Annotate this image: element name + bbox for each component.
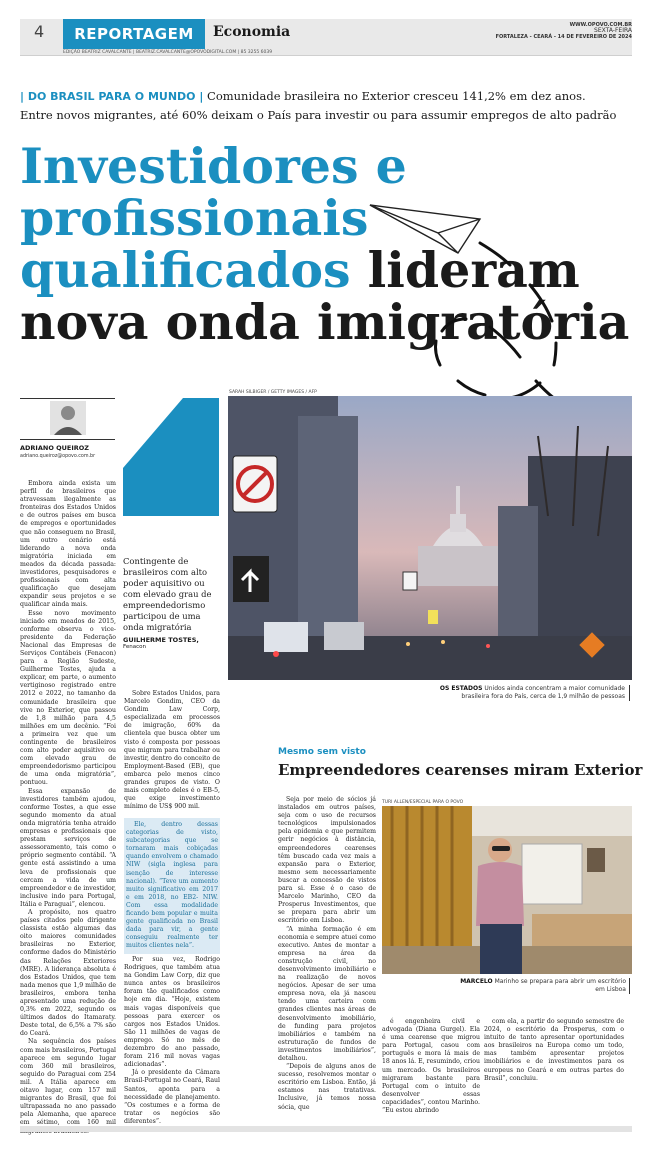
author-photo [20,399,115,435]
sidebar-photo [382,806,632,974]
sidebar-photo-credit: TURI ALLEN/ESPECIAL PARA O POVO [382,800,464,805]
main-photo-caption [420,685,625,701]
sidebar-title: Empreendedores cearenses miram Exterior [278,761,643,779]
paper-plane-icon [370,205,480,253]
pull-quote-attribution: GUILHERME TOSTES, [123,636,199,644]
masthead-info [496,22,632,40]
deck: Entre novos migrantes, até 60% deixam o País para investir ou para assumir empregos de alto padrão [20,108,617,122]
main-photo-caption-text: Unidos ainda concentram a maior comunidade brasileira fora do País, cerca de 1,9 milhão de pessoas [461,685,625,700]
headline-line-1: Investidores e [20,137,407,195]
bottom-bar [20,1126,632,1132]
sidebar-paragraph: Seja por meio de sócios já instalados em outros países, seja com o uso de recursos tecnológicos impulsionados pela epidemia e que permitem gerir negócios à distância, empreendedores cearenses têm buscado cada vez mais a expansão para o Exterior, mesmo sem necessariamente buscar a concessão de vistos para si. Esse é o caso de Marcelo Marinho, CEO da Prosperus Investimentos, que se prepara para abrir um escritório em Lisboa. [278,796,376,925]
weekday: SEXTA-FEIRA [594,27,632,34]
sidebar-photo-caption [450,978,626,994]
subsection-label[interactable]: Economia [213,24,291,40]
place-date: FORTALEZA - CEARÁ - 14 DE FEVEREIRO DE 2024 [495,34,632,40]
sidebar-paragraph: “Depois de alguns anos de sucesso, resolvemos montar o escritório em Lisboa. Então, já estamos nas tratativas. Inclusive, já temos nossa sócia, que [278,1063,376,1111]
kicker-text: Comunidade brasileira no Exterior cresceu 141,2% em dez anos. [207,89,586,103]
sidebar-paragraph: com ela, a partir do segundo semestre de 2024, o escritório da Prosperus, com o intuito de tanto apresentar oportunidades aos brasileiros na Europa como um todo, mas também apresentar projetos imobiliários e de investimentos para os europeus no Ceará e em outras partes do Brasil”, concluiu. [484,1018,624,1082]
main-photo-caption-lead: OS ESTADOS [439,685,483,692]
article-column-2b [124,956,220,1125]
col1-paragraph: A propósito, nos quatro países citados pelo dirigente classista estão algumas das oito maiores comunidades brasileiras no Exterior, conforme dados do Ministério das Relações Exteriores (MRE). A liderança absoluta é dos Estados Unidos, que tem nada menos que 1,9 milhão de brasileiros, embora tenha apresentado uma redução de 0,3% em 2022, segundo os últimos dados do Itamaraty. Deste total, de 6,5% a 7% são do Ceará. [20,908,116,1038]
site-url[interactable]: WWW.OPOVO.COM.BR [569,22,632,28]
pull-quote-org: Fenacon [123,644,146,650]
capitol-street-illustration [228,396,632,680]
headline-line-3-blue: qualificados [20,241,351,299]
author-name: ADRIANO QUEIROZ [20,444,90,452]
highlight-paragraph: Ele, dentro dessas categorias de visto, subcategorias que se tornaram mais cobiçadas quando envolvem o chamado NIW (sigla inglesa para isenção de interesse nacional). “Teve um aumento muito significativo em 2017 e em 2018, no EB2- NIW. Com essa modalidade ficando bem popular e muita gente qualificada no Brasil dada para vir, a gente conseguiu realmente ter muitos clientes nela”. [126,821,218,950]
author-block [20,398,115,459]
headline-line-3-black: lideram [350,241,580,299]
pull-quote [123,556,223,650]
caption-rule [629,685,630,701]
page-number: 4 [34,22,45,41]
col1-paragraph: Embora ainda exista um perfil de brasileiros que atravessam ilegalmente as fronteiras dos Estados Unidos e de outros países em busca de empregos e oportunidades que não conseguem no Brasil, um outro cenário está liderando a nova onda migratória iniciada em meados da década passada: investidores, pesquisadores e profissionais com alta qualificação que desejam expandir seus projetos e se qualificar ainda mais. [20,480,116,609]
main-photo [228,396,632,680]
sidebar-column-a [278,796,376,1126]
article-column-1 [20,480,116,1127]
section-label[interactable]: REPORTAGEM [63,19,205,49]
author-email[interactable]: adriano.queiroz@opovo.com.br [20,454,96,459]
edition-line: EDIÇÃO BEATRIZ CAVALCANTE | BEATRIZ.CAVALCANTE@OPOVODIGITAL.COM | 85 3255 6039 [63,50,273,55]
office-portrait-illustration [382,806,632,974]
kicker-tag: | DO BRASIL PARA O MUNDO | [20,90,204,103]
headline-line-2: profissionais [20,189,369,247]
highlight-box [124,818,220,954]
sidebar-paragraph: é engenheira civil e advogada (Diana Gurgel). Ela é uma cearense que migrou para Portugal, casou com português e mora lá mais de 18 anos lá. E, resumindo, criou um mercado. Os brasileiros migraram bastante para Portugal com o intuito de desenvolver essas capacidades”, contou Marinho. “Eu estou abrindo [382,1018,480,1115]
sidebar-caption-lead: MARCELO [460,978,493,985]
col1-paragraph: Esse novo movimento iniciado em meados de 2015, conforme observa o vice-presidente da Federação Nacional das Empresas de Serviços Contábeis (Fenacon) para a Região Sudeste, Guilherme Tostes, ajuda a explicar, em parte, o aumento vertiginoso registrado entre 2012 e 2022, no tamanho da comunidade brasileira que vive no Exterior, que passou de 1,8 milhão para 4,5 milhões em um decênio. “Foi a primeira vez que um contingente de brasileiros com alto poder aquisitivo ou com elevado grau de empreendedorismo participou de uma onda migratória”, pontuou. [20,609,116,787]
col1-paragraph: Essa expansão de investidores também ajudou, conforme Tostes, a que esse segundo momento da atual onda migratória tenha atraído empresas e profissionais que prestam serviços de assessoramento, tais como o próprio segmento contábil. “A gente está assistindo a uma leva de profissionais que cercam a vida de um empreendedor e de investidor, inclusive indo para Portugal, Itália e Paraguai”, elencou. [20,787,116,908]
quote-mark-icon [123,398,221,548]
kicker [20,89,586,103]
main-photo-credit: SARAH SILBIGER / GETTY IMAGES / AFP [229,390,317,395]
sidebar-caption-text: Marinho se prepara para abrir um escritório em Lisboa [494,978,626,993]
col2-paragraph: Sobre Estados Unidos, para Marcelo Gondim, CEO da Gondim Law Corp, especializada em processos de imigração, 60% da clientela que busca obter um visto é composta por pessoas que migram para trabalhar ou investir, dentro do conceito de Employment-Based (EB), que embarca pelo menos cinco grandes grupos de visto. O mais completo deles é o EB-5, que exige investimento mínimo de US$ 900 mil. [124,690,220,811]
col1-paragraph: Na sequência dos países com mais brasileiros, Portugal aparece em segundo lugar com 360 mil brasileiros, seguido do Paraguai com 254 mil. A Itália aparece em oitavo lugar, com 157 mil migrantes do Brasil, que foi ultrapassada no ano passado pela Alemanha, que aparece em sétimo, com 160 mil [20,1038,116,1127]
sidebar-column-c [484,1018,624,1083]
sidebar-kicker: Mesmo sem visto [278,747,366,757]
sidebar-column-b [382,1018,480,1115]
headline-line-4: nova onda imigratória [20,293,630,351]
sidebar-paragraph: “A minha formação é em economia e sempre atuei como executivo. Antes de montar a empresa na área da construção civil, no desenvolvimento imobiliário e na realização de novos negócios. Apesar de ser uma empresa nova, ela já nasceu tendo uma carteira com grandes clientes nas áreas de desenvolvimento imobiliário, de funding para projetos imobiliários e também na estruturação de fundos de investimentos imobiliários”, detalhou. [278,925,376,1062]
sidebar-caption-rule [629,978,630,994]
pull-quote-text: Contingente de brasileiros com alto poder aquisitivo ou com elevado grau de empreendedorismo participou de uma onda migratória [123,556,212,632]
article-column-2 [124,690,220,811]
col2b-paragraph: Já o presidente da Câmara Brasil-Portugal no Ceará, Raul Santos, aponta para a necessidade de planejamento. “Os costumes e a forma de tratar os negócios são diferentes”. [124,1069,220,1125]
col2b-paragraph: Por sua vez, Rodrigo Rodrigues, que também atua na Gondim Law Corp, diz que nunca antes os brasileiros foram tão qualificados como hoje em dia. “Hoje, existem mais vagas disponíveis que pessoas para exercer os cargos nos Estados Unidos. São 11 milhões de vagas de emprego. Só no mês de dezembro do ano passado, foram 216 mil novas vagas adicionadas”. [124,956,220,1069]
